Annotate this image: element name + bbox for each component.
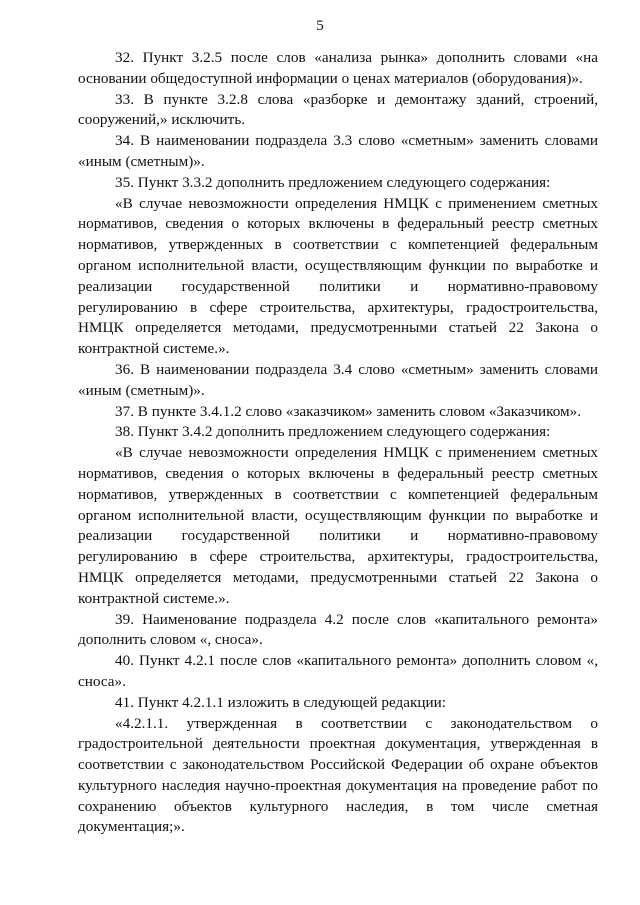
paragraph-35-quote: «В случае невозможности определения НМЦК с применением сметных нормативов, сведения о которых включены в федеральный реестр сметных нормативов, утвержденных в соответствии с компетенцией федеральным органом исполнительной власти, осуществляющим функции по выработке и реализации государственной политики и нормативно-правовому регулированию в сфере строительства, архитектуры, градостроительства, НМЦК определяется методами, предусмотренными статьей 22 Закона о контрактной системе.».	[78, 194, 598, 358]
paragraph-41: 41. Пункт 4.2.1.1 изложить в следующей редакции:	[115, 693, 446, 711]
page-number: 5	[316, 18, 324, 34]
paragraph-34: 34. В наименовании подраздела 3.3 слово «сметным» заменить словами «иным (сметным)».	[78, 132, 598, 170]
paragraph-38-quote: «В случае невозможности определения НМЦК с применением сметных нормативов, сведения о которых включены в федеральный реестр сметных нормативов, утвержденных в соответствии с компетенцией федеральным органом исполнительной власти, осуществляющим функции по выработке и реализации государственной политики и нормативно-правовому регулированию в сфере строительства, архитектуры, градостроительства, НМЦК определяется методами, предусмотренными статьей 22 Закона о контрактной системе.».	[78, 444, 598, 607]
paragraph-35: 35. Пункт 3.3.2 дополнить предложением следующего содержания:	[115, 173, 551, 191]
paragraph-33: 33. В пункте 3.2.8 слова «разборке и демонтажу зданий, строений, сооружений,» исключить.	[78, 90, 598, 129]
paragraph-40: 40. Пункт 4.2.1 после слов «капитального ремонта» дополнить словом «, сноса».	[78, 652, 598, 690]
paragraph-38: 38. Пункт 3.4.2 дополнить предложением следующего содержания:	[115, 423, 551, 441]
paragraph-32: 32. Пункт 3.2.5 после слов «анализа рынка» дополнить словами «на основании общедоступной информации о ценах материалов (оборудования)».	[78, 49, 598, 87]
paragraph-37: 37. В пункте 3.4.1.2 слово «заказчиком» заменить словом «Заказчиком».	[115, 402, 582, 420]
paragraph-39: 39. Наименование подраздела 4.2 после слов «капитального ремонта» дополнить словом «, сноса».	[78, 610, 598, 649]
paragraph-36: 36. В наименовании подраздела 3.4 слово «сметным» заменить словами «иным (сметным)».	[78, 360, 598, 399]
paragraph-41-quote: «4.2.1.1. утвержденная в соответствии с законодательством о градостроительной деятельности проектная документация, утвержденная в соответствии с законодательством Российской Федерации об охране объектов культурного наследия научно-проектная документация на проведение работ по сохранению объектов культурного наследия, в том числе сметная документация;».	[78, 714, 598, 836]
document-body	[78, 48, 598, 838]
